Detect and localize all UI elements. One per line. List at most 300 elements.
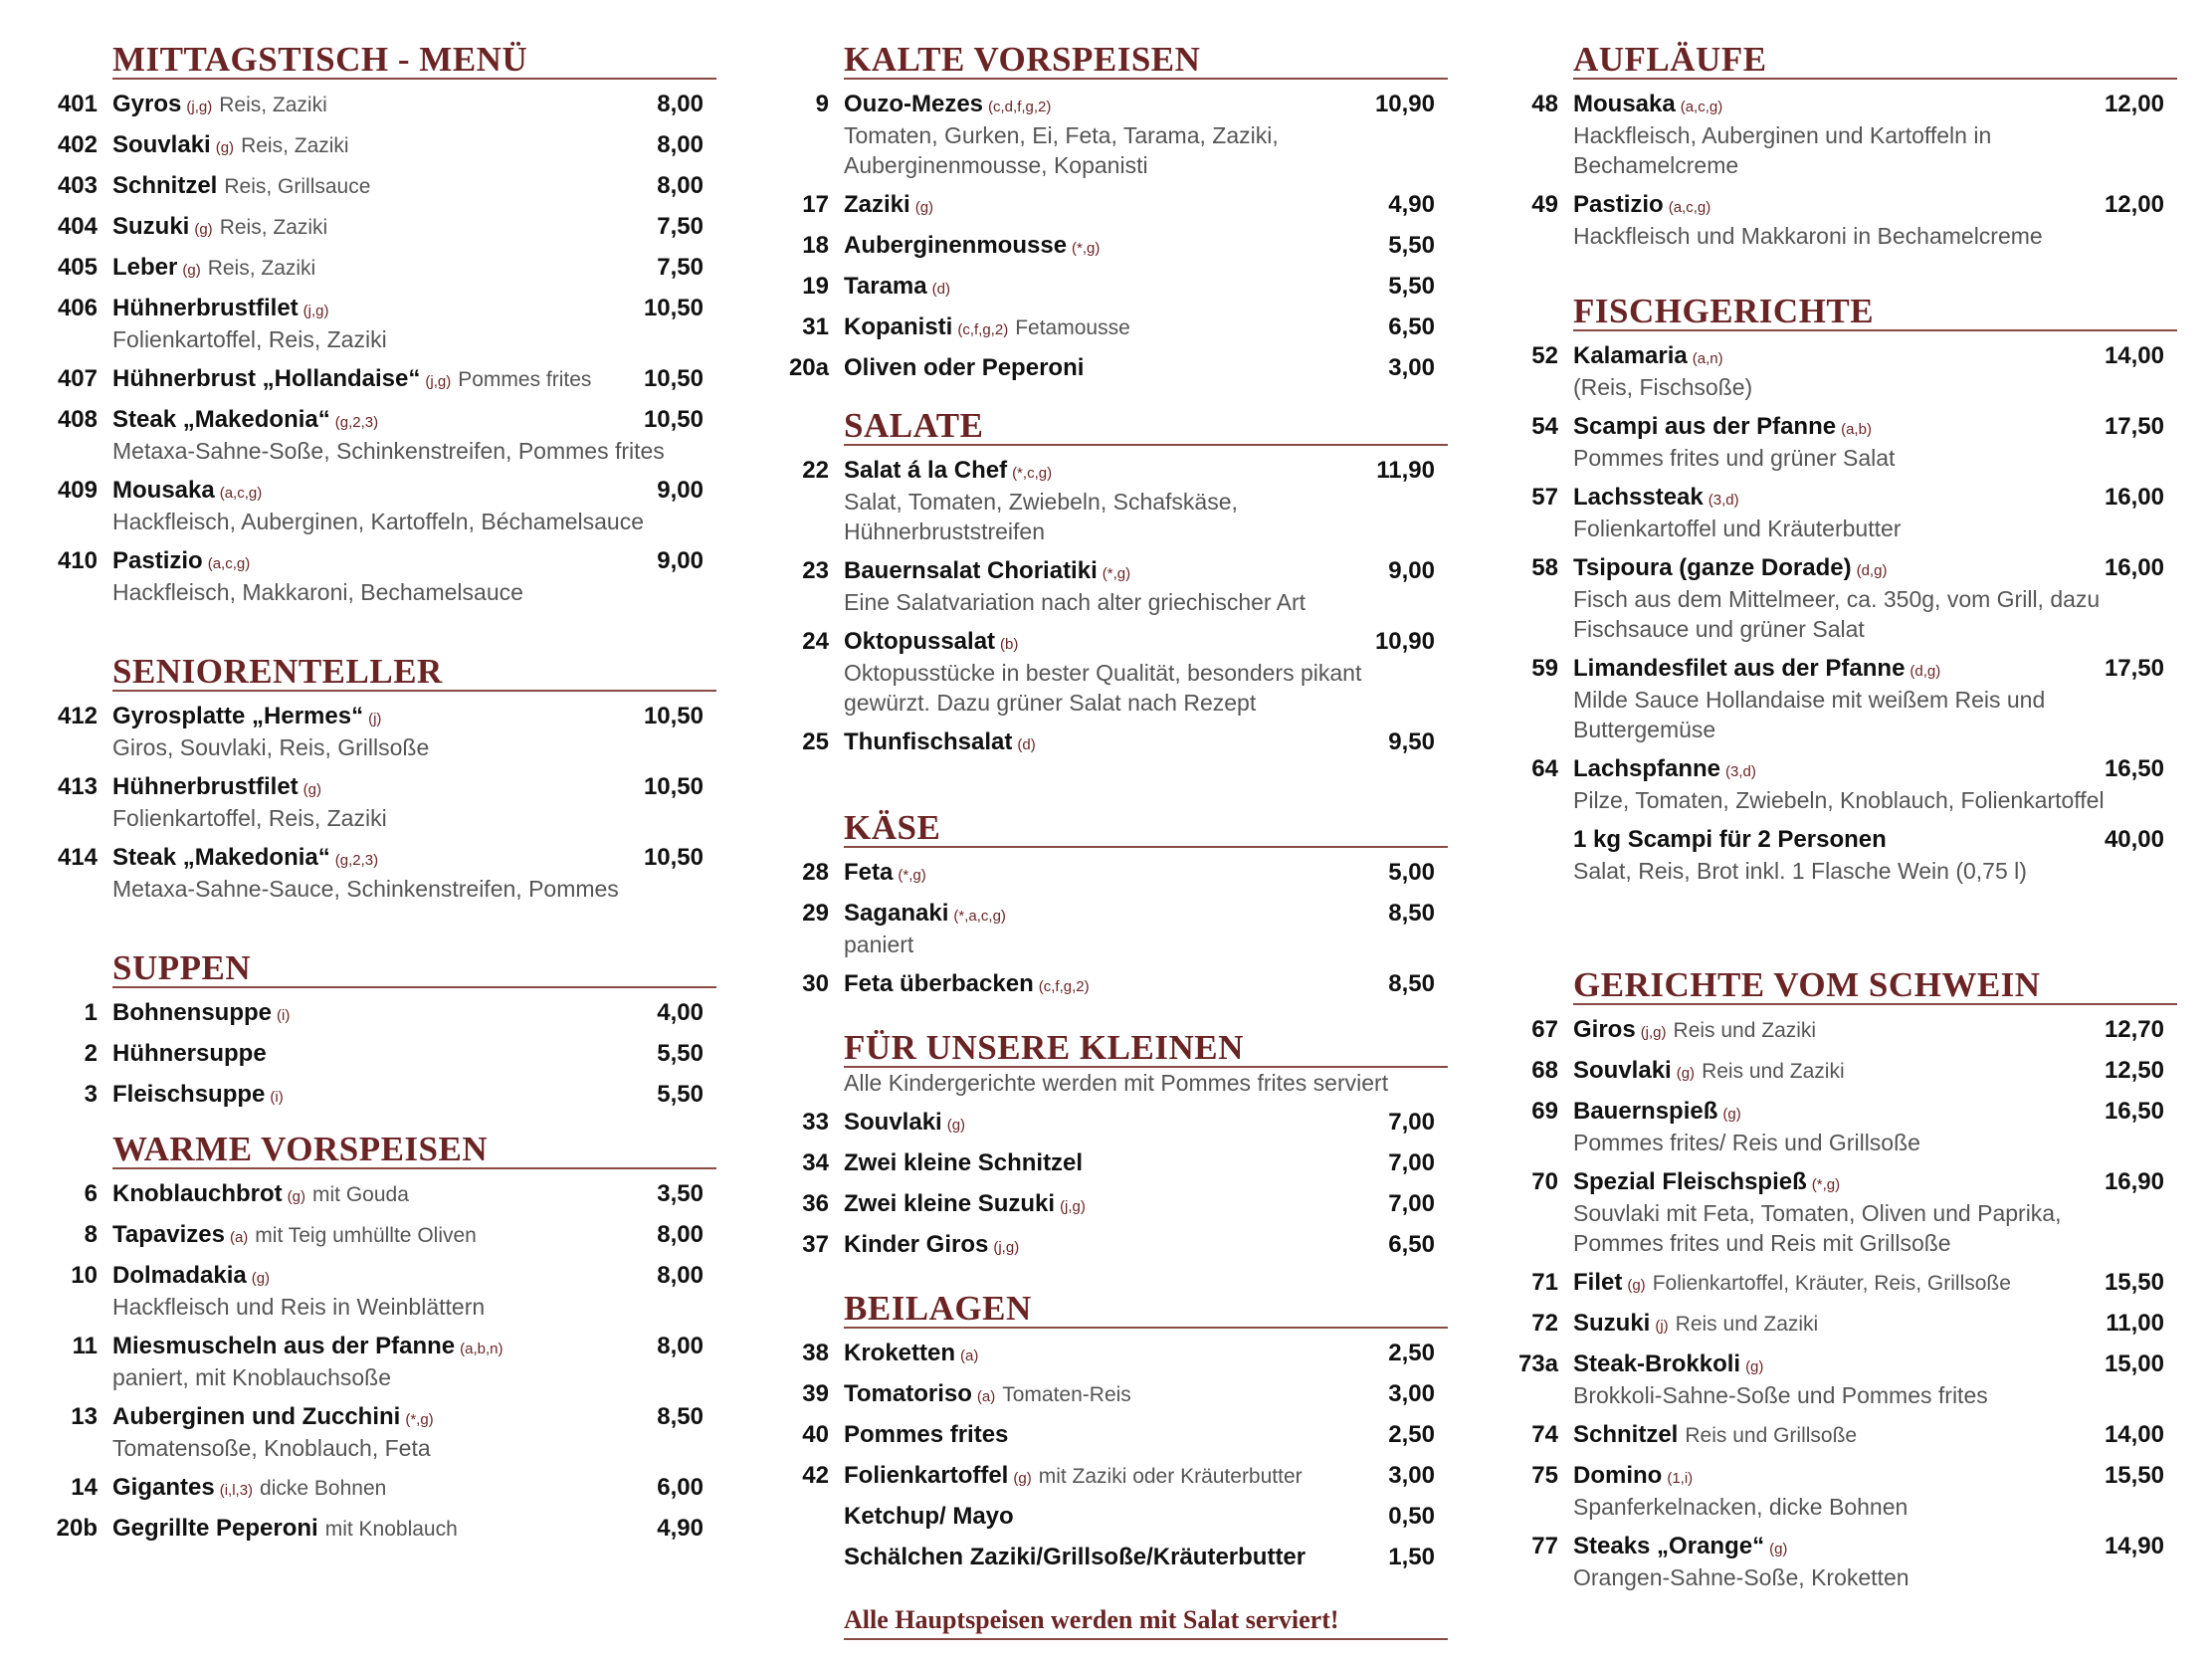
item-side-dishes: Reis und Zaziki — [1702, 1060, 1845, 1083]
section-title: FÜR UNSERE KLEINEN — [844, 1028, 1448, 1068]
item-price: 12,70 — [2104, 1016, 2164, 1043]
section-title: AUFLÄUFE — [1573, 40, 2177, 80]
menu-item — [1510, 1054, 2177, 1087]
menu-item-line: 13 Auberginen und Zucchini (*,g) 8,50 — [50, 1400, 716, 1433]
menu-item-line: 73a Steak-Brokkoli (g) 15,00 — [1510, 1348, 2177, 1380]
item-price: 16,50 — [2104, 755, 2164, 782]
menu-item-line: 17 Zaziki (g) 4,90 — [781, 188, 1448, 221]
menu-section — [50, 40, 716, 607]
item-name: Auberginenmousse — [844, 232, 1068, 259]
item-number: 402 — [57, 131, 98, 158]
item-name: Miesmuscheln aus der Pfanne — [112, 1333, 456, 1359]
item-price: 0,50 — [1388, 1503, 1435, 1530]
item-number: 13 — [71, 1403, 98, 1430]
item-name: Pastizio — [112, 547, 203, 574]
item-price: 8,50 — [1388, 900, 1435, 927]
item-description: Metaxa-Sahne-Sauce, Schinkenstreifen, Pommes — [112, 876, 619, 902]
item-price: 8,00 — [657, 172, 704, 199]
section-title: BEILAGEN — [844, 1289, 1448, 1329]
item-price: 12,00 — [2104, 191, 2164, 218]
item-name: Fleischsuppe — [112, 1081, 266, 1108]
item-price: 10,50 — [643, 773, 704, 800]
item-price: 1,50 — [1388, 1544, 1435, 1570]
item-description: Bechamelcreme — [1573, 152, 1739, 178]
item-name: Folienkartoffel — [844, 1462, 1009, 1489]
item-description: Folienkartoffel, Reis, Zaziki — [112, 805, 387, 831]
menu-item — [50, 128, 716, 161]
item-description: Hühnerbruststreifen — [844, 518, 1045, 544]
section-title: KÄSE — [844, 808, 1448, 848]
item-number: 18 — [802, 232, 829, 259]
menu-item — [50, 1078, 716, 1111]
menu-item — [50, 996, 716, 1029]
section-subtitle: Alle Kindergerichte werden mit Pommes frites serviert — [844, 1070, 1389, 1096]
item-number: 33 — [802, 1109, 829, 1136]
item-price: 17,50 — [2104, 413, 2164, 440]
menu-section — [1510, 292, 2177, 886]
item-number: 36 — [802, 1190, 829, 1217]
menu-item-line — [50, 169, 716, 202]
item-description: Pommes frites/ Reis und Grillsoße — [1573, 1130, 1920, 1155]
item-name: Souvlaki — [1573, 1057, 1672, 1084]
menu-section — [781, 808, 1448, 1000]
item-price: 10,90 — [1374, 91, 1435, 117]
item-number: 9 — [815, 91, 829, 117]
menu-item-line: 22 Salat á la Chef (*,c,g) 11,90 — [781, 454, 1448, 487]
item-price: 2,50 — [1388, 1340, 1435, 1366]
item-number: 410 — [57, 547, 98, 574]
item-price: 8,50 — [657, 1403, 704, 1430]
item-description: Folienkartoffel und Kräuterbutter — [1573, 516, 1902, 541]
menu-item-line: 70 Spezial Fleischspieß (*,g) 16,90 — [1510, 1165, 2177, 1198]
menu-item-line: 52 Kalamaria (a,n) 14,00 — [1510, 339, 2177, 372]
menu-item-line: 11 Miesmuscheln aus der Pfanne (a,b,n) 8,00 — [50, 1330, 716, 1362]
item-description: Folienkartoffel, Reis, Zaziki — [112, 326, 387, 352]
item-number: 14 — [71, 1474, 98, 1501]
item-number: 58 — [1531, 554, 1558, 581]
menu-item — [1510, 1095, 2177, 1157]
item-name: Filet — [1573, 1269, 1623, 1296]
item-name: Bauernspieß — [1573, 1098, 1718, 1125]
item-price: 40,00 — [2104, 826, 2164, 853]
menu-item — [781, 188, 1448, 221]
menu-item — [1510, 410, 2177, 473]
menu-item — [50, 88, 716, 120]
item-side-dishes: Reis, Zaziki — [207, 257, 316, 280]
menu-item-line: 33 Souvlaki (g) 7,00 — [781, 1106, 1448, 1139]
item-description: Hackfleisch und Reis in Weinblättern — [112, 1294, 486, 1320]
item-name: Tsipoura (ganze Dorade) — [1573, 554, 1852, 581]
item-description: Salat, Tomaten, Zwiebeln, Schafskäse, — [844, 489, 1238, 515]
item-number: 74 — [1531, 1421, 1558, 1448]
menu-item-line: 6 Knoblauchbrot (g) mit Gouda 3,50 — [50, 1177, 716, 1210]
item-name: Oktopussalat — [844, 628, 996, 655]
item-name: Mousaka — [112, 477, 215, 504]
menu-item — [781, 1459, 1448, 1492]
item-name: Dolmadakia — [112, 1262, 247, 1289]
item-number: 40 — [802, 1421, 829, 1448]
item-side-dishes: Pommes frites — [458, 368, 592, 391]
menu-item-line: 67 Giros (j,g) Reis und Zaziki 12,70 — [1510, 1013, 2177, 1046]
item-price: 3,00 — [1388, 1462, 1435, 1489]
item-name: Kinder Giros — [844, 1231, 989, 1258]
menu-item-line: 3 Fleischsuppe (i) 5,50 — [50, 1078, 716, 1111]
menu-item-line — [1510, 823, 2177, 856]
item-number: 25 — [802, 728, 829, 755]
item-price: 10,90 — [1374, 628, 1435, 655]
menu-item-line — [781, 1418, 1448, 1451]
menu-item — [50, 169, 716, 202]
item-number: 409 — [57, 477, 98, 504]
item-name: Ketchup/ Mayo — [844, 1503, 1014, 1530]
menu-section — [50, 652, 716, 904]
menu-item — [50, 700, 716, 762]
menu-section — [781, 1028, 1448, 1261]
section-title: SENIORENTELLER — [112, 652, 716, 692]
menu-section — [781, 1289, 1448, 1573]
item-price: 10,50 — [643, 844, 704, 871]
section-title: MITTAGSTISCH - MENÜ — [112, 40, 716, 80]
item-number: 31 — [802, 313, 829, 340]
item-price: 6,50 — [1388, 1231, 1435, 1258]
menu-item-line: 18 Auberginenmousse (*,g) 5,50 — [781, 229, 1448, 262]
item-description: Hackfleisch, Auberginen, Kartoffeln, Béchamelsauce — [112, 509, 644, 534]
menu-item — [781, 1418, 1448, 1451]
item-side-dishes: mit Teig umhüllte Oliven — [255, 1224, 477, 1247]
menu-item-line: 58 Tsipoura (ganze Dorade) (d,g) 16,00 — [1510, 551, 2177, 584]
item-price: 11,90 — [1376, 457, 1435, 484]
menu-item — [781, 1106, 1448, 1139]
item-description: Souvlaki mit Feta, Tomaten, Oliven und Paprika, — [1573, 1200, 2062, 1226]
menu-item — [781, 856, 1448, 889]
item-price: 10,50 — [643, 295, 704, 321]
menu-section — [1510, 965, 2177, 1592]
item-number: 2 — [84, 1040, 98, 1067]
menu-item — [50, 1400, 716, 1463]
item-number: 68 — [1531, 1057, 1558, 1084]
item-description: (Reis, Fischsoße) — [1573, 374, 1753, 400]
menu-item-line: 24 Oktopussalat (b) 10,90 — [781, 625, 1448, 658]
item-number: 413 — [57, 773, 98, 800]
item-name: Tapavizes — [112, 1221, 225, 1248]
item-name: Hühnerbrustfilet — [112, 295, 299, 321]
menu-item — [50, 1330, 716, 1392]
item-name: Zaziki — [844, 191, 910, 218]
item-price: 8,00 — [657, 91, 704, 117]
item-name: Gegrillte Peperoni — [112, 1515, 318, 1542]
menu-item — [50, 403, 716, 466]
item-price: 8,00 — [657, 1221, 704, 1248]
menu-item — [50, 544, 716, 607]
item-name: Bohnensuppe — [112, 999, 272, 1026]
footer-note: Alle Hauptspeisen werden mit Salat serviert! — [844, 1602, 1448, 1640]
item-side-dishes: Reis, Zaziki — [241, 134, 349, 157]
item-number: 401 — [57, 91, 98, 117]
item-description: paniert — [844, 932, 914, 957]
item-price: 4,00 — [657, 999, 704, 1026]
item-side-dishes: Reis und Zaziki — [1675, 1313, 1819, 1336]
item-number: 34 — [802, 1149, 829, 1176]
item-name: Steaks „Orange“ — [1573, 1533, 1765, 1559]
item-price: 10,50 — [643, 406, 704, 433]
item-description: Pommes frites und grüner Salat — [1573, 445, 1896, 471]
menu-item-line: 10 Dolmadakia (g) 8,00 — [50, 1259, 716, 1292]
item-price: 6,00 — [657, 1474, 704, 1501]
item-price: 16,90 — [2104, 1168, 2164, 1195]
item-price: 3,00 — [1388, 354, 1435, 381]
menu-item — [1510, 1459, 2177, 1522]
menu-item-line: 39 Tomatoriso (a) Tomaten-Reis 3,00 — [781, 1377, 1448, 1410]
item-name: Limandesfilet aus der Pfanne — [1573, 655, 1906, 682]
menu-item-line: 406 Hühnerbrustfilet (j,g) 10,50 — [50, 292, 716, 324]
item-number: 17 — [802, 191, 829, 218]
item-number: 69 — [1531, 1098, 1558, 1125]
item-description: Salat, Reis, Brot inkl. 1 Flasche Wein (0,75 l) — [1573, 858, 2027, 884]
item-price: 12,00 — [2104, 91, 2164, 117]
item-name: Domino — [1573, 1462, 1663, 1489]
item-description: Giros, Souvlaki, Reis, Grillsoße — [112, 734, 430, 760]
menu-item-line: 54 Scampi aus der Pfanne (a,b) 17,50 — [1510, 410, 2177, 443]
item-description: Pommes frites und Reis mit Grillsoße — [1573, 1230, 1951, 1256]
menu-item-line: 30 Feta überbacken (c,f,g,2) 8,50 — [781, 967, 1448, 1000]
item-number: 73a — [1517, 1350, 1558, 1377]
menu-item-line: 9 Ouzo-Mezes (c,d,f,g,2) 10,90 — [781, 88, 1448, 120]
menu-item — [781, 554, 1448, 617]
item-number: 64 — [1531, 755, 1558, 782]
menu-item — [50, 362, 716, 395]
item-price: 6,50 — [1388, 313, 1435, 340]
item-name: Kalamaria — [1573, 342, 1688, 369]
menu-item — [1510, 188, 2177, 251]
item-number: 71 — [1531, 1269, 1558, 1296]
menu-item — [50, 1512, 716, 1545]
item-price: 16,00 — [2104, 554, 2164, 581]
menu-item — [781, 726, 1448, 758]
menu-item-line: 75 Domino (1,i) 15,50 — [1510, 1459, 2177, 1492]
item-price: 2,50 — [1388, 1421, 1435, 1448]
item-number: 38 — [802, 1340, 829, 1366]
item-number: 37 — [802, 1231, 829, 1258]
item-name: Spezial Fleischspieß — [1573, 1168, 1807, 1195]
item-side-dishes: mit Knoblauch — [324, 1518, 458, 1541]
menu-item — [781, 897, 1448, 959]
menu-item-line: 404 Suzuki (g) Reis, Zaziki 7,50 — [50, 210, 716, 243]
item-number: 22 — [802, 457, 829, 484]
section-title: SUPPEN — [112, 948, 716, 988]
section-title: WARME VORSPEISEN — [112, 1130, 716, 1169]
item-name: Steak „Makedonia“ — [112, 406, 330, 433]
item-description: Milde Sauce Hollandaise mit weißem Reis und — [1573, 687, 2046, 713]
item-price: 17,50 — [2104, 655, 2164, 682]
item-name: Ouzo-Mezes — [844, 91, 984, 117]
item-number: 403 — [57, 172, 98, 199]
item-number: 3 — [84, 1081, 98, 1108]
menu-item — [781, 1337, 1448, 1369]
item-number: 10 — [71, 1262, 98, 1289]
item-number: 67 — [1531, 1016, 1558, 1043]
menu-item-line: 77 Steaks „Orange“ (g) 14,90 — [1510, 1530, 2177, 1562]
item-description: Fisch aus dem Mittelmeer, ca. 350g, vom Grill, dazu — [1573, 586, 2101, 612]
item-name: 1 kg Scampi für 2 Personen — [1573, 826, 1887, 853]
menu-item — [1510, 1013, 2177, 1046]
menu-item — [1510, 339, 2177, 402]
item-name: Gyrosplatte „Hermes“ — [112, 703, 364, 729]
item-number: 48 — [1531, 91, 1558, 117]
item-description: Oktopusstücke in bester Qualität, besonders pikant — [844, 660, 1362, 686]
item-number: 29 — [802, 900, 829, 927]
item-name: Tomatoriso — [844, 1380, 972, 1407]
item-price: 8,00 — [657, 1262, 704, 1289]
item-number: 408 — [57, 406, 98, 433]
item-name: Hühnersuppe — [112, 1040, 267, 1067]
item-number: 404 — [57, 213, 98, 240]
item-price: 9,00 — [657, 547, 704, 574]
item-number: 70 — [1531, 1168, 1558, 1195]
item-number: 405 — [57, 254, 98, 281]
item-description: Hackfleisch, Makkaroni, Bechamelsauce — [112, 579, 523, 605]
item-description: Spanferkelnacken, dicke Bohnen — [1573, 1494, 1909, 1520]
menu-item-line: 23 Bauernsalat Choriatiki (*,g) 9,00 — [781, 554, 1448, 587]
menu-item — [50, 1218, 716, 1251]
menu-item — [1510, 481, 2177, 543]
menu-item — [50, 770, 716, 833]
item-side-dishes: Reis und Zaziki — [1673, 1019, 1817, 1042]
menu-item — [781, 311, 1448, 343]
item-name: Lachspfanne — [1573, 755, 1721, 782]
menu-item-line: 42 Folienkartoffel (g) mit Zaziki oder Kräuterbutter 3,00 — [781, 1459, 1448, 1492]
item-side-dishes: Reis, Grillsauce — [224, 175, 371, 198]
menu-section — [781, 406, 1448, 758]
item-number: 11 — [72, 1333, 98, 1359]
menu-item — [781, 351, 1448, 384]
item-description: Hackfleisch und Makkaroni in Bechamelcreme — [1573, 223, 2043, 249]
menu-item-line: 57 Lachssteak (3,d) 16,00 — [1510, 481, 2177, 514]
item-name: Mousaka — [1573, 91, 1676, 117]
item-number: 49 — [1531, 191, 1558, 218]
menu-item-line — [50, 1037, 716, 1070]
menu-item-line: 36 Zwei kleine Suzuki (j,g) 7,00 — [781, 1187, 1448, 1220]
menu-item-line: 38 Kroketten (a) 2,50 — [781, 1337, 1448, 1369]
item-name: Lachssteak — [1573, 484, 1704, 511]
menu-item-line: 71 Filet (g) Folienkartoffel, Kräuter, Reis, Grillsoße 15,50 — [1510, 1266, 2177, 1299]
item-description: Pilze, Tomaten, Zwiebeln, Knoblauch, Folienkartoffel — [1573, 787, 2105, 813]
item-number: 24 — [802, 628, 829, 655]
menu-item-line: 49 Pastizio (a,c,g) 12,00 — [1510, 188, 2177, 221]
item-name: Oliven oder Peperoni — [844, 354, 1085, 381]
item-price: 5,50 — [657, 1040, 704, 1067]
menu-item-line: 37 Kinder Giros (j,g) 6,50 — [781, 1228, 1448, 1261]
item-price: 7,50 — [657, 213, 704, 240]
menu-item — [781, 229, 1448, 262]
item-price: 16,50 — [2104, 1098, 2164, 1125]
item-number: 77 — [1531, 1533, 1558, 1559]
menu-item-line: 59 Limandesfilet aus der Pfanne (d,g) 17,50 — [1510, 652, 2177, 685]
menu-item — [50, 1259, 716, 1322]
item-side-dishes: Folienkartoffel, Kräuter, Reis, Grillsoße — [1652, 1272, 2011, 1295]
item-name: Zwei kleine Schnitzel — [844, 1149, 1084, 1176]
item-price: 7,50 — [657, 254, 704, 281]
menu-item-line: 413 Hühnerbrustfilet (g) 10,50 — [50, 770, 716, 803]
item-name: Steak-Brokkoli — [1573, 1350, 1741, 1377]
item-name: Kroketten — [844, 1340, 956, 1366]
menu-item — [781, 270, 1448, 303]
menu-item-line: 25 Thunfischsalat (d) 9,50 — [781, 726, 1448, 758]
item-number: 23 — [802, 557, 829, 584]
menu-item — [50, 210, 716, 243]
item-name: Steak „Makedonia“ — [112, 844, 330, 871]
item-name: Schnitzel — [112, 172, 218, 199]
menu-item — [1510, 88, 2177, 180]
item-number: 6 — [84, 1180, 98, 1207]
item-price: 15,50 — [2104, 1269, 2164, 1296]
item-name: Salat á la Chef — [844, 457, 1008, 484]
menu-item-line: 8 Tapavizes (a) mit Teig umhüllte Oliven 8,00 — [50, 1218, 716, 1251]
item-price: 12,50 — [2104, 1057, 2164, 1084]
item-price: 10,50 — [643, 365, 704, 392]
item-name: Auberginen und Zucchini — [112, 1403, 401, 1430]
item-name: Suzuki — [1573, 1310, 1651, 1337]
item-name: Pommes frites — [844, 1421, 1009, 1448]
item-name: Hühnerbrust „Hollandaise“ — [112, 365, 421, 392]
menu-item-line: 409 Mousaka (a,c,g) 9,00 — [50, 474, 716, 507]
menu-item-line: 29 Saganaki (*,a,c,g) 8,50 — [781, 897, 1448, 930]
item-price: 7,00 — [1388, 1190, 1435, 1217]
menu-item — [781, 967, 1448, 1000]
item-name: Saganaki — [844, 900, 949, 927]
item-price: 3,00 — [1388, 1380, 1435, 1407]
item-name: Scampi aus der Pfanne — [1573, 413, 1837, 440]
item-price: 3,50 — [657, 1180, 704, 1207]
item-number: 407 — [57, 365, 98, 392]
item-number: 406 — [57, 295, 98, 321]
menu-item — [781, 1541, 1448, 1573]
item-description: Orangen-Sahne-Soße, Kroketten — [1573, 1564, 1910, 1590]
item-side-dishes: Reis und Grillsoße — [1685, 1424, 1858, 1447]
menu-item — [1510, 1530, 2177, 1592]
item-description: Fischsauce und grüner Salat — [1573, 616, 1865, 642]
item-name: Gigantes — [112, 1474, 215, 1501]
item-description: Brokkoli-Sahne-Soße und Pommes frites — [1573, 1382, 1988, 1408]
item-number: 75 — [1531, 1462, 1558, 1489]
item-number: 57 — [1531, 484, 1558, 511]
item-price: 15,50 — [2104, 1462, 2164, 1489]
item-number: 19 — [802, 273, 829, 300]
menu-item-line: 412 Gyrosplatte „Hermes“ (j) 10,50 — [50, 700, 716, 732]
item-price: 5,50 — [1388, 232, 1435, 259]
item-name: Leber — [112, 254, 178, 281]
item-price: 8,50 — [1388, 970, 1435, 997]
menu-item-line: 414 Steak „Makedonia“ (g,2,3) 10,50 — [50, 841, 716, 874]
item-price: 5,50 — [1388, 273, 1435, 300]
menu-item-line: 72 Suzuki (j) Reis und Zaziki 11,00 — [1510, 1307, 2177, 1340]
item-number: 42 — [802, 1462, 829, 1489]
item-side-dishes: Tomaten-Reis — [1002, 1383, 1131, 1406]
menu-item-line: 407 Hühnerbrust „Hollandaise“ (j,g) Pommes frites 10,50 — [50, 362, 716, 395]
menu-item-line — [781, 351, 1448, 384]
item-price: 10,50 — [643, 703, 704, 729]
menu-item — [50, 474, 716, 536]
menu-item — [1510, 551, 2177, 644]
item-price: 5,50 — [657, 1081, 704, 1108]
item-name: Gyros — [112, 91, 182, 117]
menu-item-line: 19 Tarama (d) 5,50 — [781, 270, 1448, 303]
item-side-dishes: Fetamousse — [1015, 316, 1130, 339]
item-description: Eine Salatvariation nach alter griechischer Art — [844, 589, 1307, 615]
item-price: 9,50 — [1388, 728, 1435, 755]
menu-item-line: 410 Pastizio (a,c,g) 9,00 — [50, 544, 716, 577]
section-title: KALTE VORSPEISEN — [844, 40, 1448, 80]
menu-item-line: 402 Souvlaki (g) Reis, Zaziki 8,00 — [50, 128, 716, 161]
